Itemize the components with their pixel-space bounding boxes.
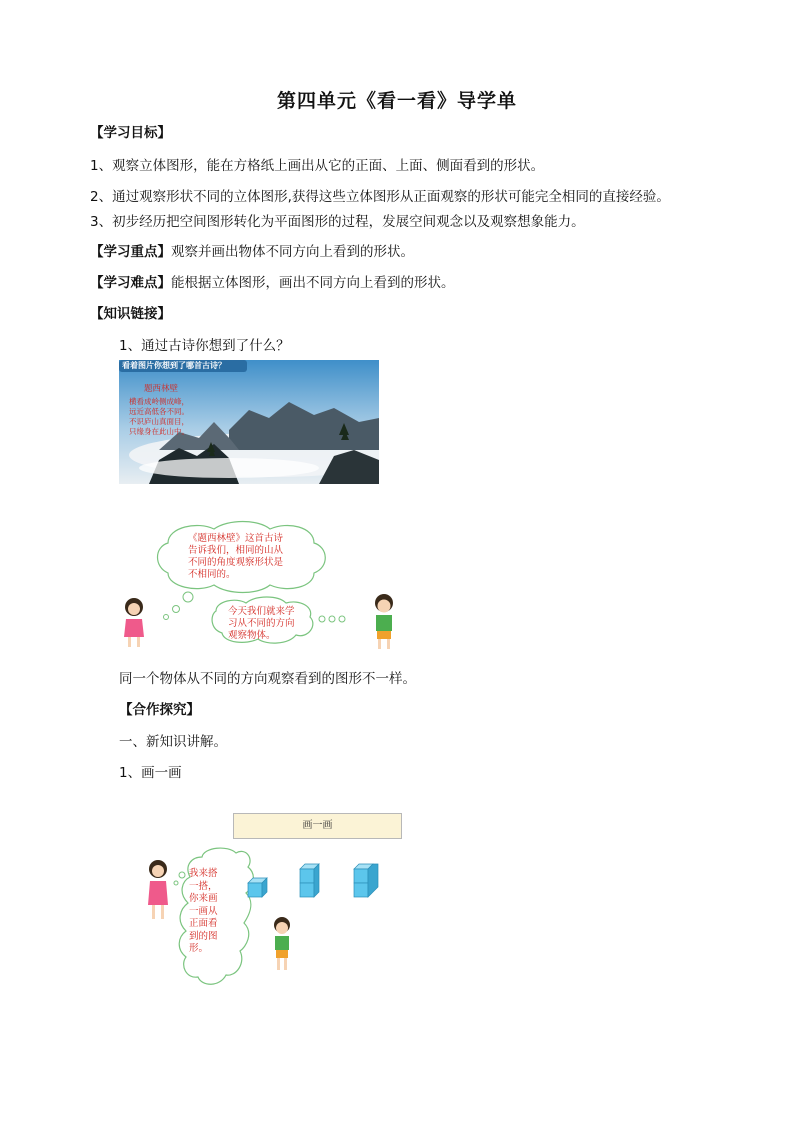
- boy-figure: [375, 594, 393, 649]
- difficulty-text: 能根据立体图形，画出不同方向上看到的形状。: [171, 275, 455, 291]
- cube-stack-single: [248, 878, 267, 897]
- draw-bubble-text: [189, 868, 218, 956]
- bubble2-line: 今天我们就来学: [228, 606, 295, 617]
- image-banner: 看着图片你想到了哪首古诗？: [122, 361, 226, 370]
- draw-illustration: [140, 845, 400, 990]
- bubble2-line: 观察物体。: [228, 630, 276, 641]
- bubble1-line: 不相同的。: [188, 569, 236, 580]
- bubble2-text: [228, 606, 295, 642]
- link-heading: 【知识链接】: [90, 306, 171, 322]
- bubble2-line: 习从不同的方向: [228, 618, 295, 629]
- draw-bubble-line: 形。: [189, 943, 209, 954]
- link-question: 1、通过古诗你想到了什么？: [119, 338, 290, 354]
- explore-section: 一、新知识讲解。: [119, 734, 227, 750]
- objective-item: 2、通过观察形状不同的立体图形,获得这些立体图形从正面观察的形状可能完全相同的直接经验。: [90, 189, 670, 205]
- difficulty: [90, 274, 455, 292]
- bubble1-text: [188, 533, 283, 581]
- cube-stack-mixed: [354, 864, 378, 897]
- draw-bubble-line: 你来画: [189, 893, 218, 904]
- conclusion: 同一个物体从不同的方向观察看到的图形不一样。: [119, 671, 416, 687]
- draw-banner: 画一画: [233, 813, 402, 839]
- poem-line: 横看成岭侧成峰，: [129, 397, 189, 406]
- draw-bubble-line: 到的图: [189, 930, 218, 942]
- explore-heading: 【合作探究】: [119, 702, 200, 718]
- explore-sub: 1、画一画: [119, 765, 182, 781]
- girl-figure: [148, 860, 168, 919]
- poem: [129, 397, 189, 437]
- bubble1-line: 《题西林壁》这首古诗: [188, 533, 284, 544]
- objective-item: 3、初步经历把空间图形转化为平面图形的过程，发展空间观念以及观察想象能力。: [90, 214, 585, 230]
- draw-bubble-line: 我来搭: [189, 868, 218, 879]
- key-point-label: 【学习重点】: [90, 244, 171, 260]
- draw-bubble-line: 一画从: [189, 905, 218, 917]
- objective-item: 1、观察立体图形，能在方格纸上画出从它的正面、上面、侧面看到的形状。: [90, 158, 545, 174]
- bubble1-line: 告诉我们，相同的山从: [188, 545, 284, 556]
- poem-line: 远近高低各不同。: [129, 407, 189, 416]
- cube-stack-double: [300, 864, 319, 897]
- objectives-heading: 【学习目标】: [90, 125, 171, 141]
- page-title: 第四单元《看一看》导学单: [276, 90, 517, 112]
- poem-title: 题西林壁: [144, 384, 179, 394]
- key-point-text: 观察并画出物体不同方向上看到的形状。: [171, 244, 414, 260]
- poem-line: 不识庐山真面目，: [129, 417, 189, 426]
- draw-bubble-line: 一搭，: [189, 880, 218, 892]
- draw-bubble-line: 正面看: [189, 918, 218, 929]
- key-point: [90, 243, 414, 261]
- mountain-photo: [119, 360, 379, 484]
- girl-figure: [124, 598, 144, 647]
- difficulty-label: 【学习难点】: [90, 275, 171, 291]
- boy-figure: [274, 917, 290, 970]
- bubble1-line: 不同的角度观察形状是: [188, 557, 284, 568]
- poem-line: 只缘身在此山中。: [129, 427, 189, 436]
